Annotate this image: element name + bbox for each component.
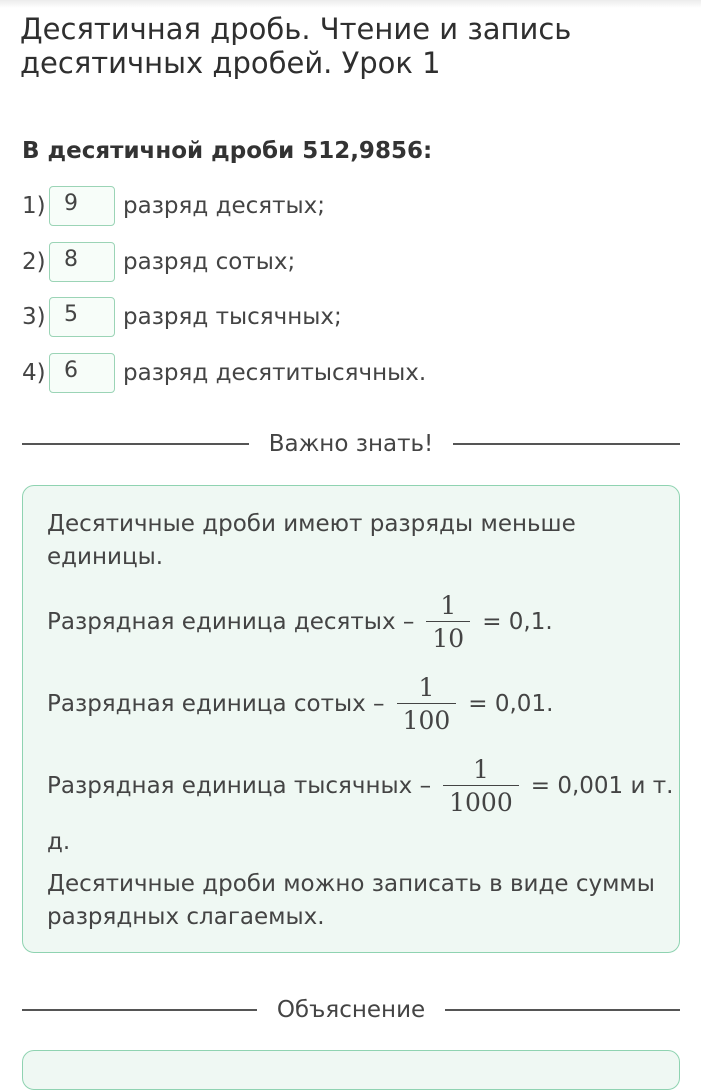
info-intro: Десятичные дроби имеют разряды меньше единицы. bbox=[47, 511, 576, 570]
answer-row-text: разряд тысячных; bbox=[123, 304, 342, 330]
unit-suffix: = 0,1. bbox=[482, 609, 553, 635]
explanation-box bbox=[22, 1050, 680, 1090]
unit-line-hundredths bbox=[47, 664, 553, 744]
important-info-box bbox=[22, 485, 680, 953]
answer-row-text: разряд десятитысячных. bbox=[123, 360, 427, 386]
question-prompt: В десятичной дроби 512,9856: bbox=[22, 138, 433, 164]
unit-suffix: = 0,001 и т. bbox=[530, 773, 674, 799]
answer-input-3[interactable]: 5 bbox=[49, 297, 115, 337]
answer-row-text: разряд десятых; bbox=[123, 193, 326, 219]
answer-row-text: разряд сотых; bbox=[123, 249, 296, 275]
lesson-title: Десятичная дробь. Чтение и запись десятичных дробей. Урок 1 bbox=[20, 12, 572, 80]
divider-line bbox=[453, 443, 680, 445]
answer-row-3 bbox=[22, 295, 342, 339]
explanation-heading: Объяснение bbox=[276, 997, 426, 1023]
answer-input-2[interactable]: 8 bbox=[49, 242, 115, 282]
fraction bbox=[443, 755, 519, 818]
answer-row-number: 3) bbox=[22, 304, 46, 330]
unit-prefix: Разрядная единица сотых – bbox=[47, 691, 385, 717]
fraction-denominator: 100 bbox=[397, 703, 457, 736]
important-divider bbox=[22, 424, 680, 464]
divider-line bbox=[22, 1009, 257, 1011]
answer-row-1 bbox=[22, 184, 325, 228]
answer-input-1[interactable]: 9 bbox=[49, 186, 115, 226]
unit-line-tenths bbox=[47, 582, 553, 662]
divider-line bbox=[22, 443, 249, 445]
info-outro: Десятичные дроби можно записать в виде суммы разрядных слагаемых. bbox=[47, 871, 655, 930]
divider-line bbox=[445, 1009, 680, 1011]
answer-row-number: 1) bbox=[22, 193, 46, 219]
fraction-numerator: 1 bbox=[472, 754, 489, 784]
fraction-numerator: 1 bbox=[418, 672, 435, 702]
explanation-divider bbox=[22, 990, 680, 1030]
answer-row-4 bbox=[22, 351, 426, 395]
answer-input-4[interactable]: 6 bbox=[49, 353, 115, 393]
fraction bbox=[397, 673, 457, 736]
unit-line-thousandths bbox=[47, 746, 673, 826]
answer-row-number: 4) bbox=[22, 360, 46, 386]
unit-prefix: Разрядная единица тысячных – bbox=[47, 773, 432, 799]
answer-row-number: 2) bbox=[22, 249, 46, 275]
important-heading: Важно знать! bbox=[268, 431, 434, 457]
top-bar-shadow bbox=[0, 0, 701, 8]
fraction bbox=[426, 591, 470, 654]
unit-continuation: д. bbox=[47, 829, 71, 855]
fraction-numerator: 1 bbox=[440, 590, 457, 620]
fraction-denominator: 1000 bbox=[443, 785, 519, 818]
fraction-denominator: 10 bbox=[426, 621, 470, 654]
unit-suffix: = 0,01. bbox=[468, 691, 554, 717]
unit-prefix: Разрядная единица десятых – bbox=[47, 609, 415, 635]
answer-row-2 bbox=[22, 240, 295, 284]
